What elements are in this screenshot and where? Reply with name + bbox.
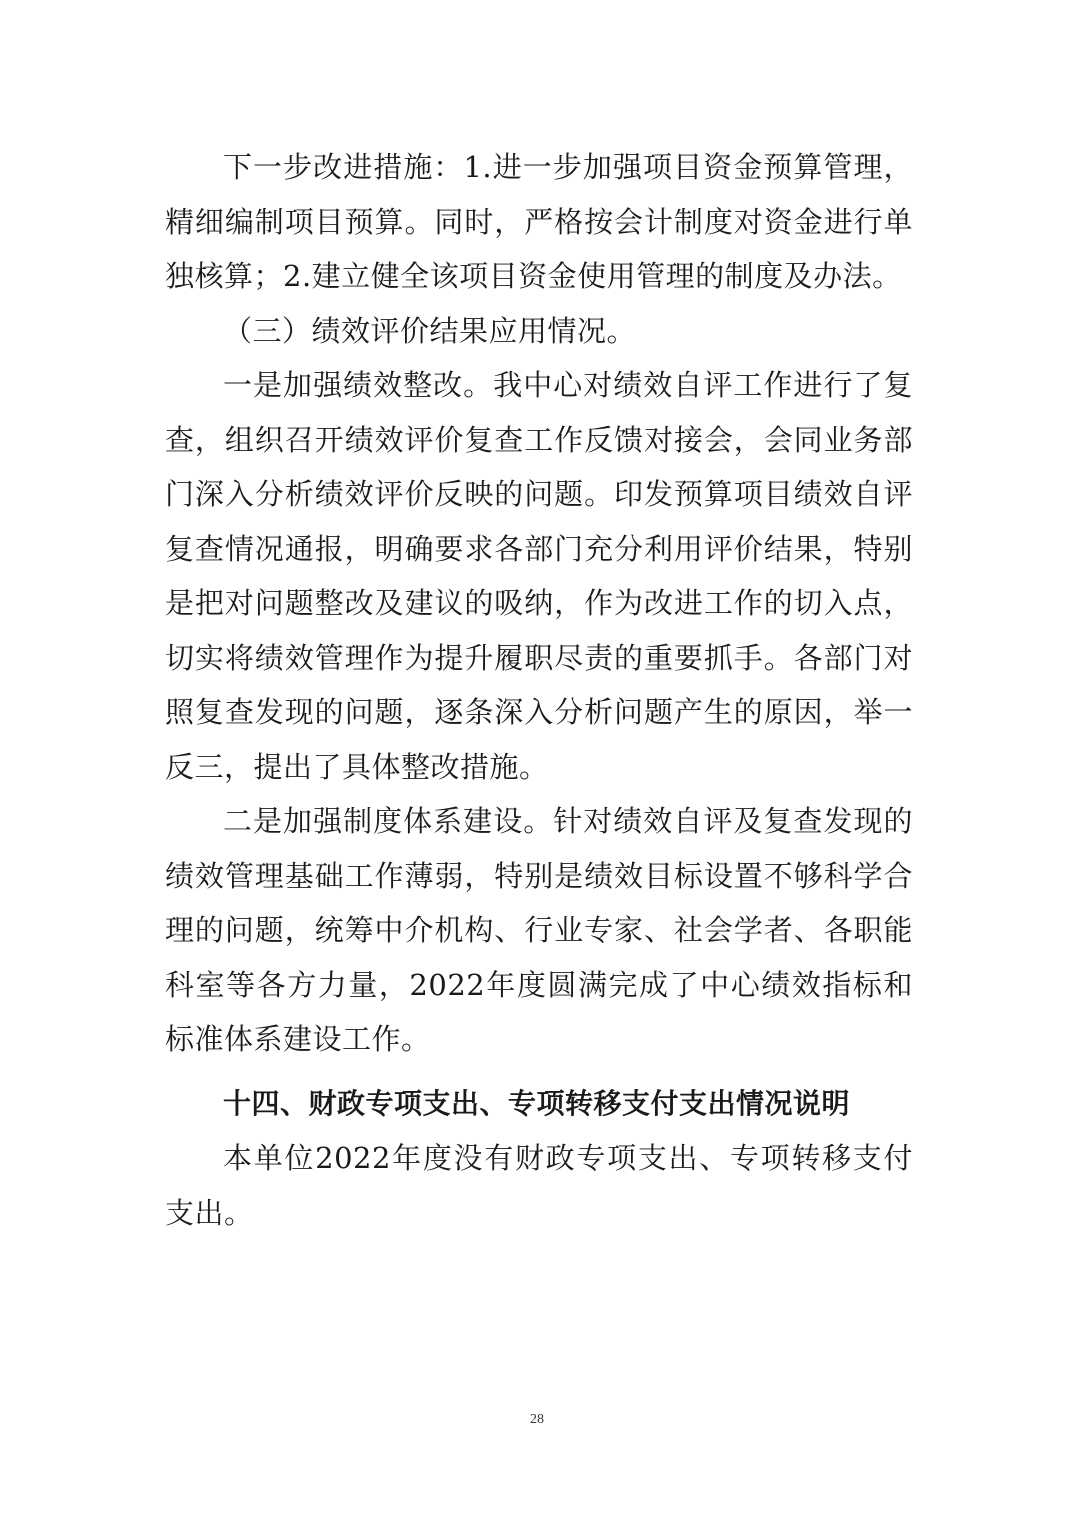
paragraph-rectification: 一是加强绩效整改。我中心对绩效自评工作进行了复查，组织召开绩效评价复查工作反馈对接会，会同业务部门深入分析绩效评价反映的问题。印发预算项目绩效自评复查情况通报，明确要求各部门充分利用评价结果，特别是把对问题整改及建议的吸纳，作为改进工作的切入点，切实将绩效管理作为提升履职尽责的重要抓手。各部门对照复查发现的问题，逐条深入分析问题产生的原因，举一反三，提出了具体整改措施。 <box>165 368 913 784</box>
section-paragraph: 本单位2022年度没有财政专项支出、专项转移支付支出。 <box>165 1141 913 1230</box>
document-body <box>165 140 913 1240</box>
page-number: 28 <box>530 1412 544 1427</box>
paragraph-subheading-results-application: （三）绩效评价结果应用情况。 <box>223 313 637 348</box>
section-heading: 十四、财政专项支出、专项转移支付支出情况说明 <box>223 1086 851 1120</box>
paragraph-improvement-measures: 下一步改进措施：1.进一步加强项目资金预算管理，精细编制项目预算。同时，严格按会计制度对资金进行单独核算；2.建立健全该项目资金使用管理的制度及办法。 <box>165 150 913 293</box>
paragraph-system-building: 二是加强制度体系建设。针对绩效自评及复查发现的绩效管理基础工作薄弱，特别是绩效目标设置不够科学合理的问题，统筹中介机构、行业专家、社会学者、各职能科室等各方力量，2022年度圆满完成了中心绩效指标和标准体系建设工作。 <box>165 804 913 1056</box>
